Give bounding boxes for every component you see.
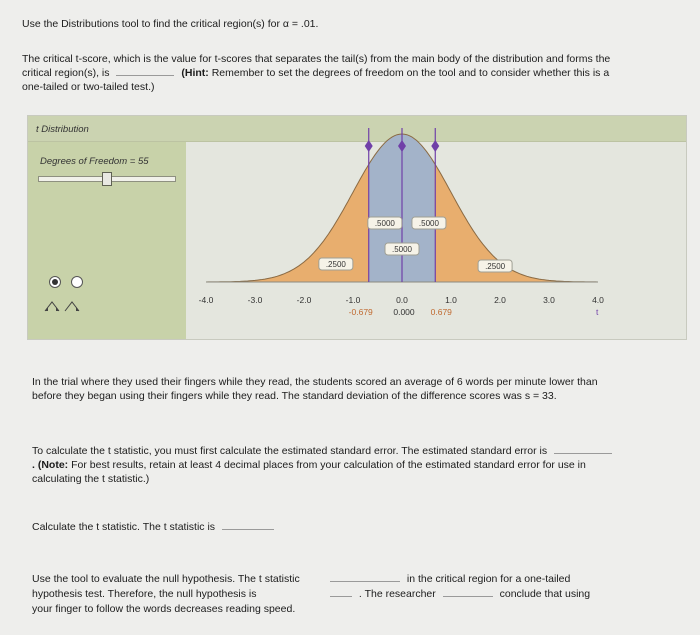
hypothesis-line-2-text: hypothesis test. Therefore, the null hypothesis is: [32, 588, 257, 600]
slider-handle[interactable]: [102, 172, 112, 186]
area-label: .5000: [418, 219, 439, 228]
researcher-answer-field[interactable]: [443, 596, 493, 597]
hint-text: Remember to set the degrees of freedom on the tool and to consider whether this is a one-tailed or two-tailed test.): [22, 67, 610, 93]
critical-line-handle-2: [431, 140, 439, 152]
critical-score-paragraph: [22, 52, 622, 94]
area-label: .5000: [391, 245, 413, 254]
standard-error-answer-field[interactable]: [554, 453, 612, 454]
conclude-text: conclude that using: [499, 588, 591, 600]
area-label: .2500: [485, 262, 506, 271]
tool-title: t Distribution: [36, 124, 89, 135]
hint-label: (Hint:: [181, 67, 209, 79]
researcher-line: [326, 587, 626, 602]
two-tailed-icon: [44, 300, 60, 312]
standard-error-paragraph: [32, 444, 617, 486]
x-tick-label: -4.0: [198, 295, 214, 305]
t-statistic-text: Calculate the t statistic. The t statistic is: [32, 521, 216, 533]
x-tick-label: -2.0: [296, 295, 312, 305]
area-label: .2500: [325, 260, 346, 269]
x-tick-label: 4.0: [592, 295, 604, 305]
researcher-text: . The researcher: [358, 588, 436, 600]
critical-value-label: 0.000: [393, 307, 415, 317]
degrees-of-freedom-label: Degrees of Freedom = 55: [40, 156, 149, 167]
critical-region-line: [326, 572, 626, 587]
hypothesis-paragraph: [32, 572, 332, 617]
t-distribution-chart: [186, 116, 686, 339]
hypothesis-paragraph-right: [326, 572, 626, 602]
note-text: For best results, retain at least 4 decimal places from your calculation of the estimated standard error for use in calculating the t statistic.): [32, 459, 586, 485]
one-tailed-radio[interactable]: [71, 276, 83, 288]
critical-score-answer-field[interactable]: [116, 75, 174, 76]
t-statistic-answer-field[interactable]: [222, 529, 274, 530]
note-label: . (Note:: [32, 459, 69, 471]
one-tailed-icon: [64, 300, 80, 312]
t-statistic-paragraph: [32, 521, 278, 533]
critical-region-text: in the critical region for a one-tailed: [406, 573, 571, 585]
critical-value-label: 0.679: [430, 307, 452, 317]
x-tick-label: -3.0: [247, 295, 263, 305]
hypothesis-line-2: [32, 587, 332, 602]
critical-region-answer-field[interactable]: [330, 581, 400, 582]
critical-value-label: -0.679: [348, 307, 373, 317]
null-hypothesis-answer-field[interactable]: [330, 596, 352, 597]
x-tick-label: 0.0: [396, 295, 408, 305]
question-title: Use the Distributions tool to find the critical region(s) for α = .01.: [22, 18, 319, 30]
hypothesis-line-1: Use the tool to evaluate the null hypothesis. The t statistic: [32, 573, 300, 585]
x-tick-label: 2.0: [494, 295, 506, 305]
x-tick-label: -1.0: [345, 295, 361, 305]
standard-error-text: To calculate the t statistic, you must first calculate the estimated standard error. The estimated standard error is: [32, 445, 548, 457]
critical-line-handle-0: [365, 140, 373, 152]
critical-score-text: The critical t-score, which is the value for t-scores that separates the tail(s) from the main body of the distribution and forms the critical region(s), is: [22, 53, 611, 79]
hypothesis-line-3: your finger to follow the words decreases reading speed.: [32, 603, 296, 615]
x-tick-label: 1.0: [445, 295, 457, 305]
two-tailed-radio[interactable]: [49, 276, 61, 288]
trial-paragraph: In the trial where they used their fingers while they read, the students scored an average of 6 words per minute lower than before they began using their fingers while they read. The standard deviation of the difference scores was s = 33.: [32, 376, 598, 402]
x-axis-letter: t: [596, 307, 599, 317]
x-tick-label: 3.0: [543, 295, 555, 305]
area-label: .5000: [374, 219, 395, 228]
